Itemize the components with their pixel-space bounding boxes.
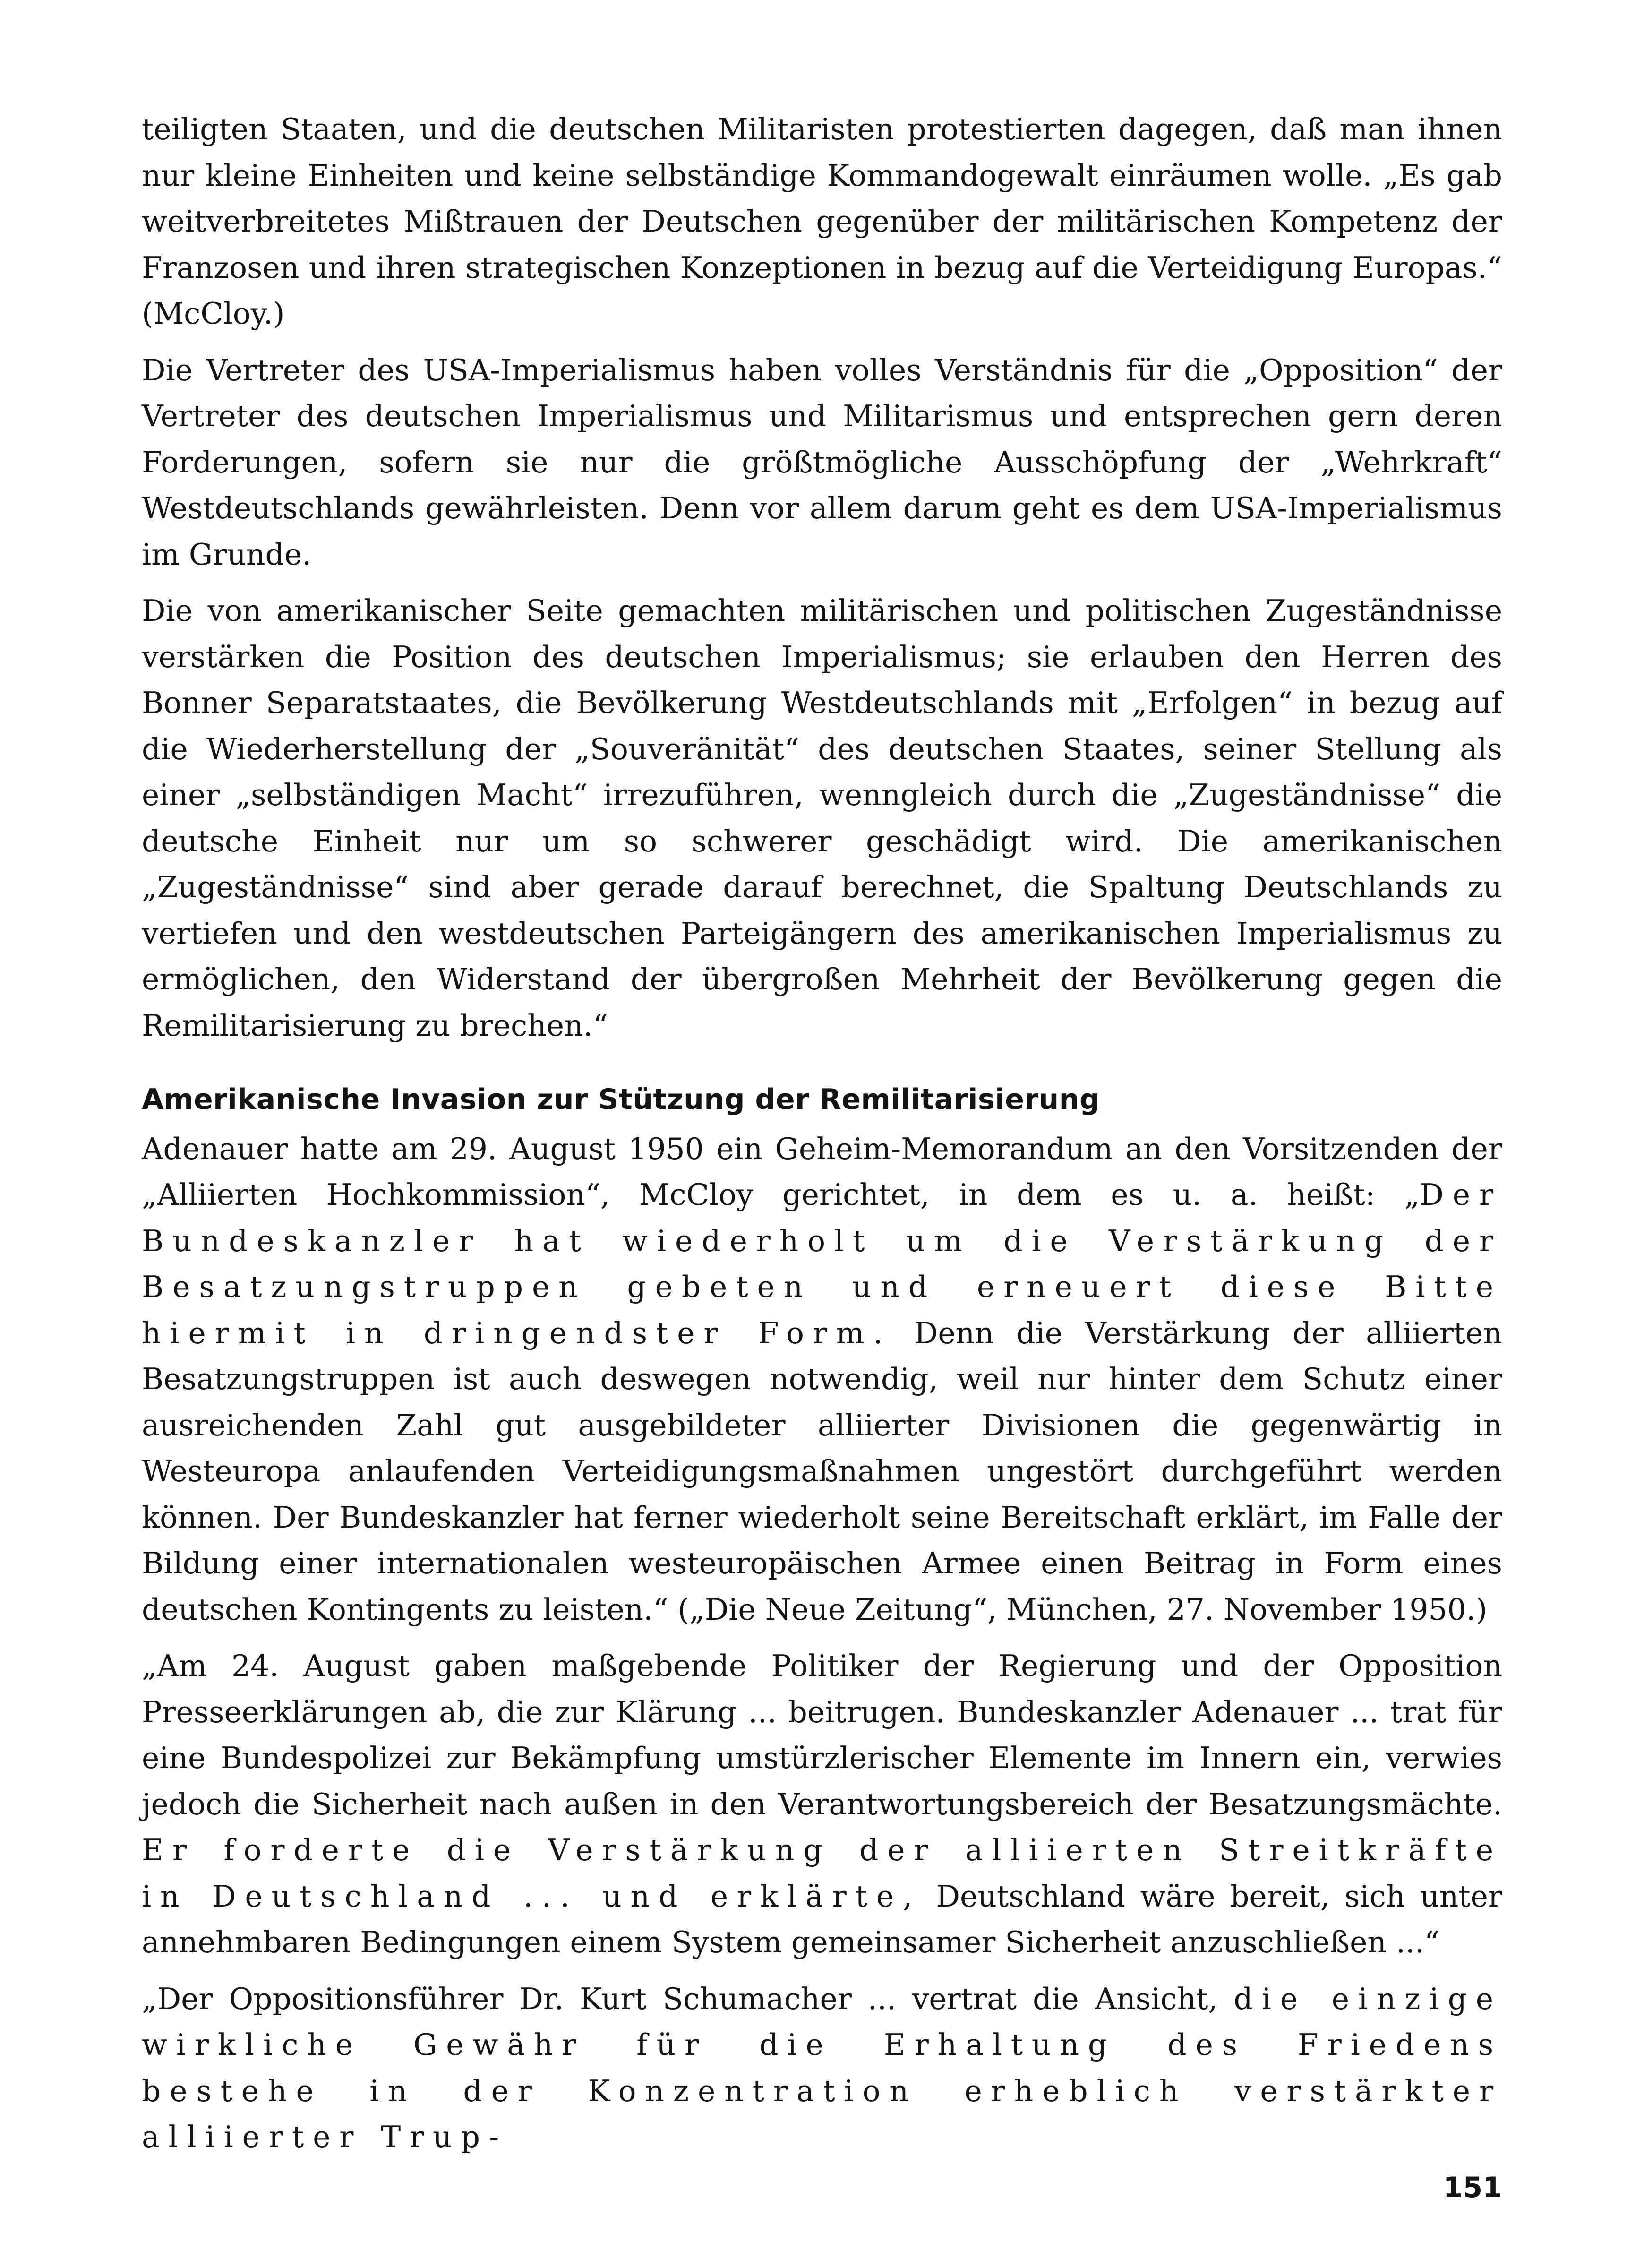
book-page <box>142 106 1502 2185</box>
memorandum-continuation-text: Denn die Verstärkung der alliierten Besatzungstruppen ist auch deswegen notwendig, weil nur hinter dem Schutz einer ausreichenden Zahl gut ausgebildeter alliierter Divisionen die gegenwärtig in Westeuropa anlaufenden Verteidigungsmaßnahmen ungestört durchgeführt werden können. Der Bundeskanzler hat ferner wiederholt seine Bereitschaft erklärt, im Falle der Bildung einer internationalen westeuropäischen Armee einen Beitrag in Form eines deutschen Kontingents zu leisten.“ („Die Neue Zeitung“, München, 27. November 1950.) <box>142 1315 1502 1627</box>
statements-continuation-text: Deutschland wäre bereit, sich unter annehmbaren Bedingungen einem System gemeinsamer Sicherheit anzuschließen ...“ <box>142 1879 1502 1959</box>
memorandum-intro-text: Adenauer hatte am 29. August 1950 ein Geheim-Memorandum an den Vorsitzenden der „Alliierten Hochkommission“, McCloy gerichtet, in dem es u. a. heißt: „ <box>142 1131 1502 1212</box>
statements-intro-text: „Am 24. August gaben maßgebende Politiker der Regierung und der Opposition Presseerklärungen ab, die zur Klärung ... beitrugen. Bundeskanzler Adenauer ... trat für eine Bundespolizei zur Bekämpfung umstürzlerischer Elemente im Innern ein, verwies jedoch die Sicherheit nach außen in den Verantwortungsbereich der Besatzungsmächte. <box>142 1649 1502 1821</box>
schumacher-intro-text: „Der Oppositionsführer Dr. Kurt Schumacher ... vertrat die Ansicht, <box>142 1981 1234 2016</box>
page-number: 151 <box>1443 2171 1502 2204</box>
schumacher-spaced-quote: die einzige wirkliche Gewähr für die Erhaltung des Friedens bestehe in der Konzentration erheblich verstärkter alliierter Trup- <box>142 1981 1502 2154</box>
statements-spaced-quote: Er forderte die Verstärkung der alliierten Streitkräfte in Deutschland ... und erklärte, <box>142 1833 1502 1914</box>
paragraph-concessions: Die von amerikanischer Seite gemachten militärischen und politischen Zugeständnisse verstärken die Position des deutschen Imperialismus; sie erlauben den Herren des Bonner Separatstaates, die Bevölkerung Westdeutschlands mit „Erfolgen“ in bezug auf die Wiederherstellung der „Souveränität“ des deutschen Staates, seiner Stellung als einer „selbständigen Macht“ irrezuführen, wenngleich durch die „Zugeständnisse“ die deutsche Einheit nur um so schwerer geschädigt wird. Die amerikanischen „Zugeständnisse“ sind aber gerade darauf berechnet, die Spaltung Deutschlands zu vertiefen und den westdeutschen Parteigängern des amerikanischen Imperialismus zu ermöglichen, den Widerstand der übergroßen Mehrheit der Bevölkerung gegen die Remilitarisierung zu brechen.“ <box>142 593 1502 1043</box>
paragraph-mistrust-french: teiligten Staaten, und die deutschen Militaristen protestierten dagegen, daß man ihnen nur kleine Einheiten und keine selbständige Kommandogewalt einräumen wolle. „Es gab weitverbreitetes Mißtrauen der Deutschen gegenüber der militärischen Kompetenz der Franzosen und ihren strategischen Konzeptionen in bezug auf die Verteidigung Europas.“ (McCloy.) <box>142 112 1502 331</box>
paragraph-schumacher <box>142 1976 1502 2160</box>
memorandum-spaced-quote: Der Bundeskanzler hat wiederholt um die Verstärkung der Besatzungstruppen gebeten und erneuert diese Bitte hiermit in dringendster Form. <box>142 1177 1502 1350</box>
paragraph-august-statements <box>142 1643 1502 1966</box>
paragraph-adenauer-memorandum <box>142 1126 1502 1633</box>
section-heading: Amerikanische Invasion zur Stützung der Remilitarisierung <box>142 1083 1100 1116</box>
paragraph-usa-understanding: Die Vertreter des USA-Imperialismus haben volles Verständnis für die „Opposition“ der Vertreter des deutschen Imperialismus und Militarismus und entsprechen gern deren Forderungen, sofern sie nur die größtmögliche Ausschöpfung der „Wehrkraft“ Westdeutschlands gewährleisten. Denn vor allem darum geht es dem USA-Imperialismus im Grunde. <box>142 352 1502 572</box>
